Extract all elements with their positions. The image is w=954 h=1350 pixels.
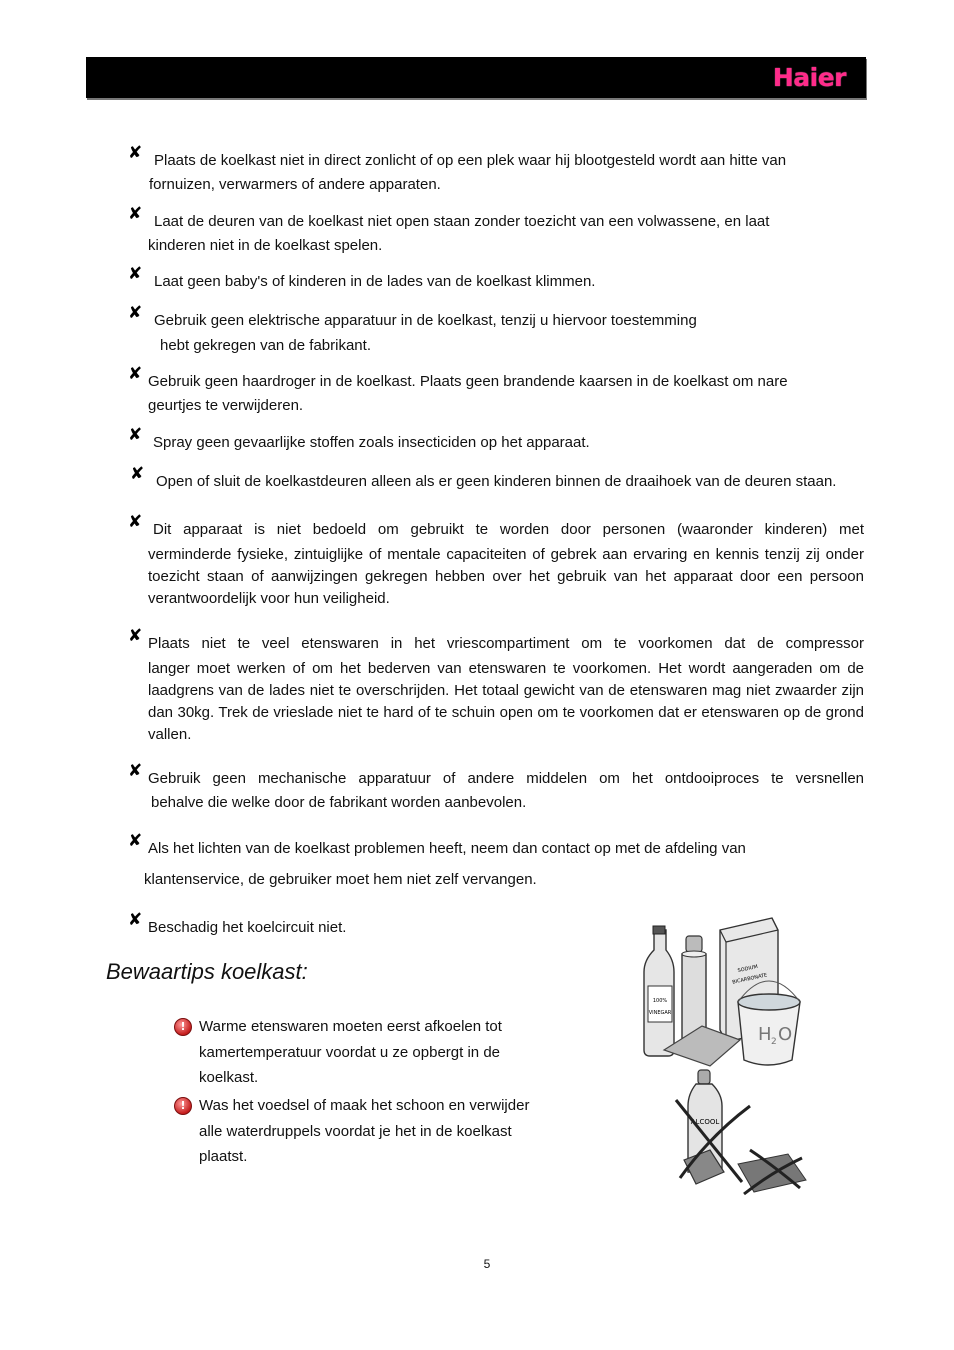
vinegar-label-2: VINEGAR — [648, 1010, 672, 1016]
cross-icon: ✘ — [128, 264, 143, 284]
warning-paragraph: behalve die welke door de fabrikant worden aanbevolen. — [151, 794, 527, 811]
tip-text: Warme etenswaren moeten eerst afkoelen tot kamertemperatuur voordat u ze opbergt in de koelkast. — [199, 1018, 502, 1086]
warning-paragraph: verminderde fysieke, zintuiglijke of mentale capaciteiten of gebrek aan ervaring en kennis tenzij zij onder toezicht staan of aanwijzingen gekregen hebben over het gebruik van het apparaat door een persoon verantwoordelijk voor hun veiligheid. — [148, 546, 864, 607]
warning-line: Spray geen gevaarlijke stoffen zoals insecticiden op het apparaat. — [153, 434, 590, 451]
warning-icon: ! — [174, 1097, 192, 1115]
cross-icon: ✘ — [128, 831, 143, 851]
cross-icon: ✘ — [130, 464, 145, 484]
warning-line: Gebruik geen haardroger in de koelkast. Plaats geen brandende kaarsen in de koelkast om nare — [148, 373, 788, 390]
tip-text: Was het voedsel of maak het schoon en verwijder alle waterdruppels voordat je het in de koelkast plaatst. — [199, 1097, 530, 1165]
svg-text:SODIUM: SODIUM — [737, 963, 759, 975]
warning-icon: ! — [174, 1018, 192, 1036]
warning-line: klantenservice, de gebruiker moet hem niet zelf vervangen. — [144, 871, 537, 888]
warning-line: kinderen niet in de koelkast spelen. — [148, 237, 383, 254]
cross-icon: ✘ — [128, 761, 143, 781]
svg-text:2: 2 — [771, 1037, 777, 1047]
brand-logo: Haier — [772, 63, 846, 92]
warning-line: hebt gekregen van de fabrikant. — [160, 337, 371, 354]
warning-first-line: Gebruik geen mechanische apparatuur of andere middelen om het ontdooiproces te versnellen — [148, 770, 864, 787]
warning-line: Als het lichten van de koelkast problemen heeft, neem dan contact op met de afdeling van — [148, 840, 746, 857]
cross-icon: ✘ — [128, 425, 143, 445]
warning-line: Open of sluit de koelkastdeuren alleen als er geen kinderen binnen de draaihoek van de deuren staan. — [156, 473, 837, 490]
section-title: Bewaartips koelkast: — [106, 959, 308, 984]
warning-first-line: Plaats niet te veel etenswaren in het vriescompartiment om te voorkomen dat de compressor — [148, 635, 864, 652]
warning-line: Laat geen baby's of kinderen in de lades van de koelkast klimmen. — [154, 273, 596, 290]
svg-text:O: O — [778, 1024, 793, 1045]
warning-line: Beschadig het koelcircuit niet. — [148, 919, 347, 936]
warning-line: Plaats de koelkast niet in direct zonlicht of op een plek waar hij blootgesteld wordt aan hitte van — [154, 152, 787, 169]
svg-text:BICARBONATE: BICARBONATE — [731, 972, 768, 986]
warning-line: Gebruik geen elektrische apparatuur in de koelkast, tenzij u hiervoor toestemming — [154, 312, 697, 329]
warning-line: fornuizen, verwarmers of andere apparaten. — [149, 176, 441, 193]
cross-icon: ✘ — [128, 910, 143, 930]
header-bar — [86, 57, 866, 98]
cross-icon: ✘ — [128, 143, 143, 163]
cross-icon: ✘ — [128, 364, 143, 384]
vinegar-label: 100% — [652, 998, 668, 1004]
cross-icon: ✘ — [128, 204, 143, 224]
warning-first-line: Dit apparaat is niet bedoeld om gebruikt te worden door personen (waaronder kinderen) met — [153, 521, 864, 538]
cross-icon: ✘ — [128, 512, 143, 532]
warning-paragraph: langer moet werken of om het bederven van etenswaren te voorkomen. Het wordt aangeraden om de laadgrens van de lades niet te overschrijden. Het totaal gewicht van de etenswaren mag niet zwaarder zijn dan 30kg. Trek de vrieslade niet te hard of te schuin open om te voorkomen dat er etenswaren op de grond vallen. — [148, 660, 864, 743]
h2o-label: H — [758, 1024, 772, 1045]
page-number: 5 — [483, 1257, 491, 1271]
cleaning-products-illustration — [640, 910, 820, 1210]
warning-line: Laat de deuren van de koelkast niet open staan zonder toezicht van een volwassene, en laat — [154, 213, 770, 230]
cross-icon: ✘ — [128, 303, 143, 323]
alcohol-label: ALCOOL — [690, 1118, 720, 1126]
warning-line: geurtjes te verwijderen. — [148, 397, 304, 414]
cross-icon: ✘ — [128, 626, 143, 646]
